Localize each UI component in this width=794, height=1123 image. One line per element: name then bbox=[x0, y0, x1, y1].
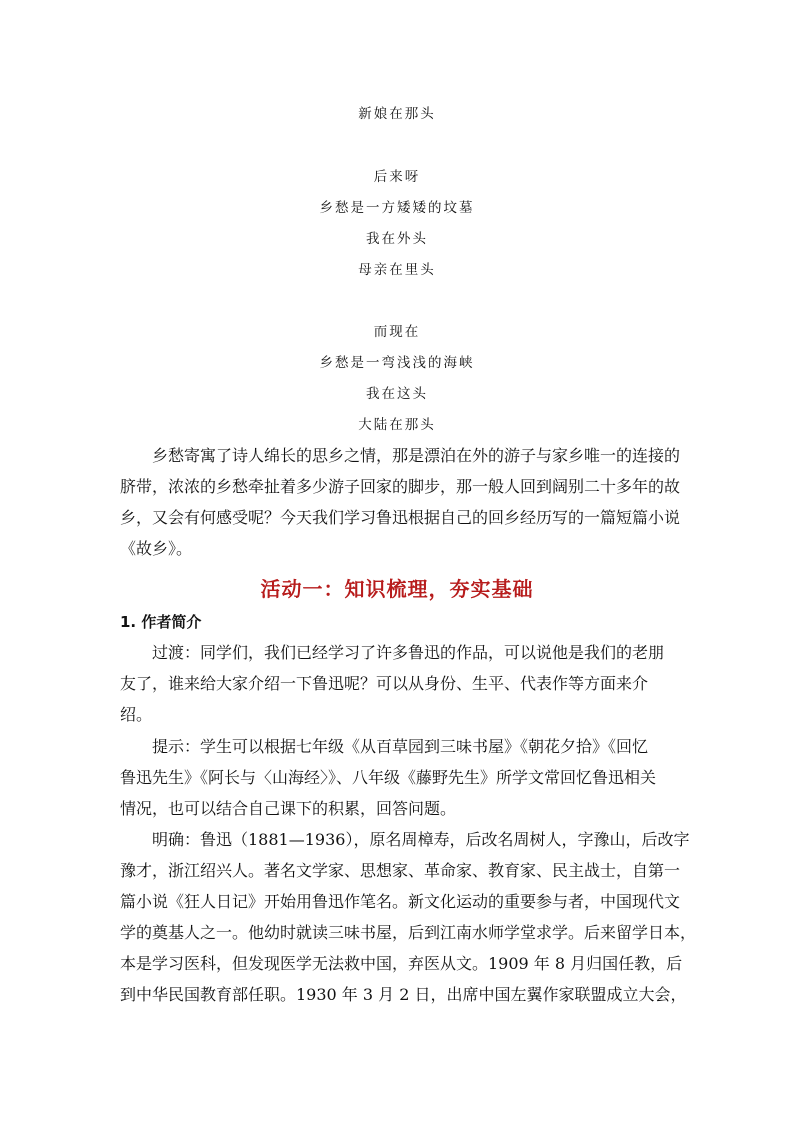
poem-line: 我在外头 bbox=[366, 231, 428, 247]
paragraph-line: 乡，又会有何感受呢？今天我们学习鲁迅根据自己的回乡经历写的一篇短篇小说 bbox=[120, 508, 681, 527]
poem-line: 而现在 bbox=[373, 324, 421, 340]
poem-line: 母亲在里头 bbox=[358, 262, 436, 278]
poem-line: 新娘在那头 bbox=[358, 106, 436, 122]
paragraph-line: 提示：学生可以根据七年级《从百草园到三味书屋》《朝花夕拾》《回忆 bbox=[152, 737, 649, 756]
paragraph-line: 学的奠基人之一。他幼时就读三味书屋，后到江南水师学堂求学。后来留学日本， bbox=[120, 923, 697, 942]
paragraph-line: 友了，谁来给大家介绍一下鲁迅呢？可以从身份、生平、代表作等方面来介 bbox=[120, 674, 649, 693]
poem-line: 乡愁是一弯浅浅的海峡 bbox=[319, 355, 475, 371]
poem-line: 后来呀 bbox=[373, 169, 421, 185]
paragraph-line: 情况，也可以结合自己课下的积累，回答问题。 bbox=[120, 799, 457, 818]
paragraph-line: 篇小说《狂人日记》开始用鲁迅作笔名。新文化运动的重要参与者，中国现代文 bbox=[120, 892, 681, 911]
transition-paragraph bbox=[120, 637, 674, 730]
paragraph-line: 豫才，浙江绍兴人。著名文学家、思想家、革命家、教育家、民主战士，自第一 bbox=[120, 861, 681, 880]
paragraph-line: 本是学习医科，但发现医学无法救中国，弃医从文。1909 年 8 月归国任教，后 bbox=[120, 954, 683, 973]
paragraph-line: 鲁迅先生》《阿长与〈山海经〉》、八年级《藤野先生》所学文常回忆鲁迅相关 bbox=[120, 768, 657, 787]
paragraph-line: 绍。 bbox=[120, 705, 153, 724]
activity-heading: 活动一：知识梳理，夯实基础 bbox=[260, 577, 534, 601]
paragraph-line: 《故乡》。 bbox=[120, 539, 193, 558]
intro-paragraph bbox=[120, 440, 681, 564]
paragraph-line: 脐带，浓浓的乡愁牵扯着多少游子回家的脚步，那一般人回到阔别二十多年的故 bbox=[120, 477, 681, 496]
poem-line: 大陆在那头 bbox=[358, 417, 436, 433]
poem-line: 我在这头 bbox=[366, 386, 428, 402]
paragraph-line: 乡愁寄寓了诗人绵长的思乡之情，那是漂泊在外的游子与家乡唯一的连接的 bbox=[152, 446, 681, 465]
hint-paragraph bbox=[120, 731, 674, 824]
paragraph-line: 到中华民国教育部任职。1930 年 3 月 2 日，出席中国左翼作家联盟成立大会， bbox=[120, 985, 687, 1004]
section-title: 1. 作者简介 bbox=[120, 613, 202, 631]
poem-line: 乡愁是一方矮矮的坟墓 bbox=[319, 200, 475, 216]
answer-paragraph bbox=[120, 824, 697, 1010]
paragraph-line: 过渡：同学们，我们已经学习了许多鲁迅的作品，可以说他是我们的老朋 bbox=[152, 643, 665, 662]
paragraph-line: 明确：鲁迅（1881—1936），原名周樟寿，后改名周树人，字豫山，后改字 bbox=[152, 830, 690, 849]
